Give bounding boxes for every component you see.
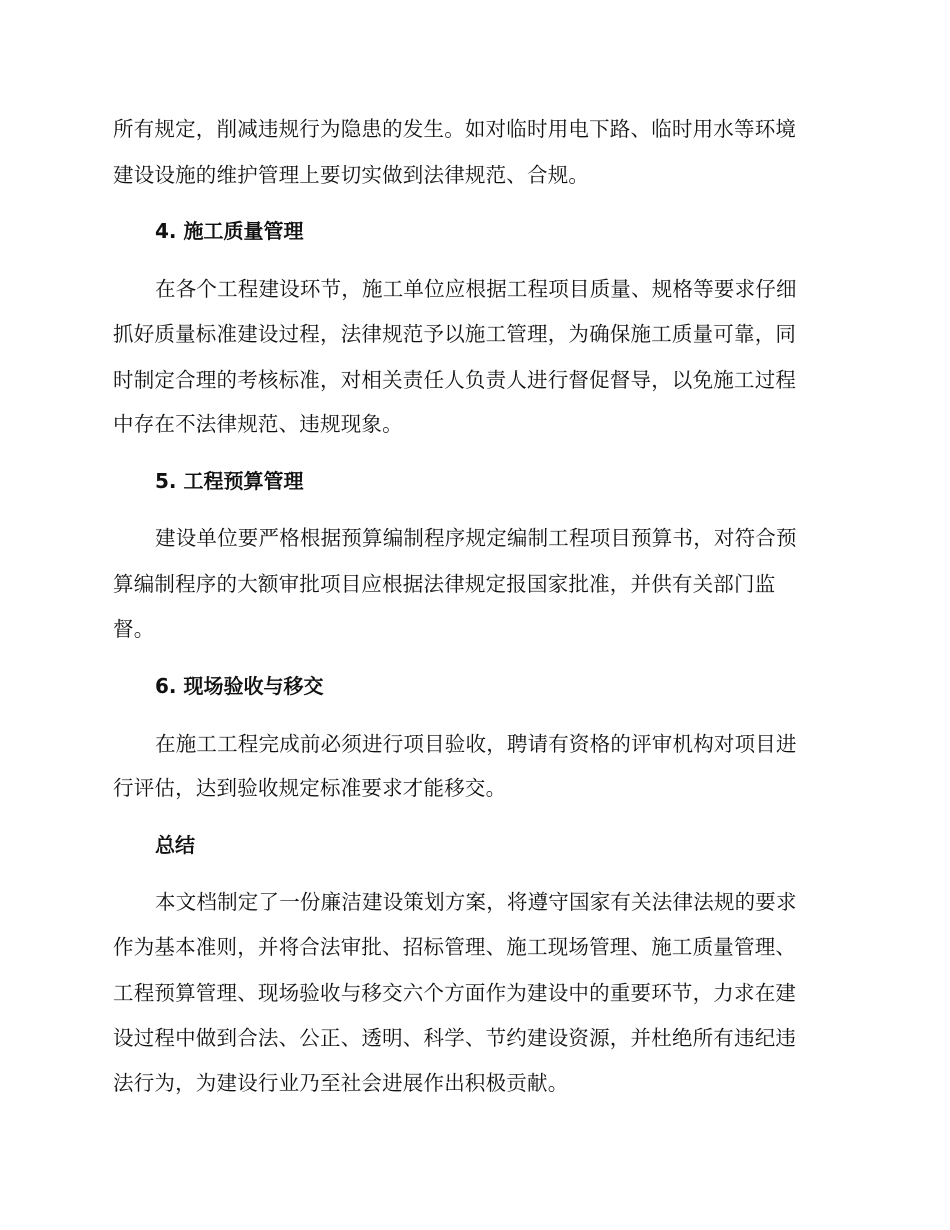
intro-line-2: 建设设施的维护管理上要切实做到法律规范、合规。	[113, 163, 590, 187]
paragraph-line: 算编制程序的大额审批项目应根据法律规定报国家批准，并供有关部门监	[113, 572, 776, 596]
paragraph-line: 督。	[113, 617, 155, 641]
intro-line-1: 所有规定，削减违规行为隐患的发生。如对临时用电下路、临时用水等环境	[113, 117, 797, 141]
section-heading-construction-quality: 4. 施工质量管理	[155, 219, 304, 243]
paragraph-line: 在各个工程建设环节，施工单位应根据工程项目质量、规格等要求仔细	[155, 277, 797, 301]
paragraph-line: 建设单位要严格根据预算编制程序规定编制工程项目预算书，对符合预	[155, 526, 797, 550]
paragraph-line: 抓好质量标准建设过程，法律规范予以施工管理，为确保施工质量可靠，同	[113, 322, 797, 346]
paragraph-line: 本文档制定了一份廉洁建设策划方案，将遵守国家有关法律法规的要求	[155, 890, 797, 914]
section-heading-acceptance: 6. 现场验收与移交	[155, 674, 324, 698]
paragraph-line: 作为基本准则，并将合法审批、招标管理、施工现场管理、施工质量管理、	[113, 935, 797, 959]
paragraph-line: 设过程中做到合法、公正、透明、科学、节约建设资源，并杜绝所有违纪违	[113, 1026, 797, 1050]
section-heading-budget: 5. 工程预算管理	[155, 469, 304, 493]
paragraph-line: 行评估，达到验收规定标准要求才能移交。	[113, 776, 507, 800]
paragraph-line: 法行为，为建设行业乃至社会进展作出积极贡献。	[113, 1071, 569, 1095]
paragraph-line: 时制定合理的考核标准，对相关责任人负责人进行督促督导，以免施工过程	[113, 368, 797, 392]
paragraph-line: 在施工工程完成前必须进行项目验收，聘请有资格的评审机构对项目进	[155, 732, 797, 756]
section-heading-summary: 总结	[155, 833, 195, 857]
paragraph-line: 中存在不法律规范、违规现象。	[113, 412, 403, 436]
paragraph-line: 工程预算管理、现场验收与移交六个方面作为建设中的重要环节，力求在建	[113, 981, 797, 1005]
